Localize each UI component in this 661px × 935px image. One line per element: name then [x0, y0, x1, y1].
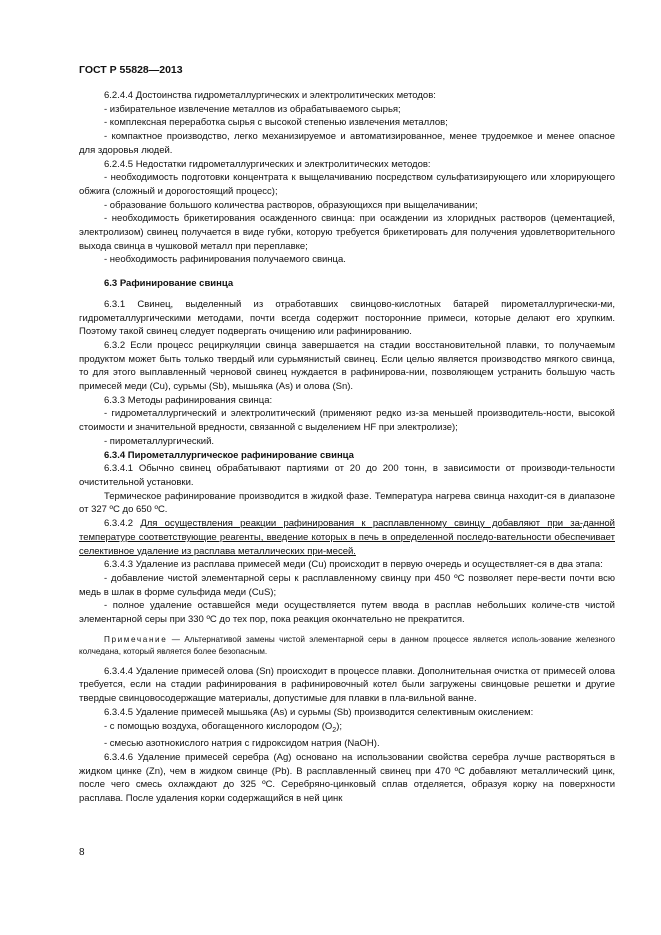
list-item: - компактное производство, легко механизируемое и автоматизированное, менее трудоемкое и менее опасное для здоровья людей. [79, 131, 615, 156]
paragraph-6-3-1: 6.3.1 Свинец, выделенный из отработавших свинцово-кислотных батарей пирометаллургически-ми, гидрометаллургическими методами, почти всегда содержит посторонние примеси, которые делают его хрупким. Поэтому такой свинец следует подвергать очищению или рафинированию. [79, 298, 615, 338]
list-item: - необходимость брикетирования осажденного свинца: при осаждении из хлоридных растворов (цементацией, электролизом) свинец получается в виде губки, которую требуется брикетировать для получения удовлетворительного выхода свинца в чушковой металл при переплавке; [79, 213, 615, 252]
note-label: Примечание [104, 634, 168, 644]
list-item: - пирометаллургический. [104, 435, 215, 447]
list-item-text: - с помощью воздуха, обогащенного кислородом (O [104, 720, 333, 732]
paragraph-6-3-4-1-cont: Термическое рафинирование производится в жидкой фазе. Температура нагрева свинца находит-ся в диапазоне от 327 ºС до 650 ºС. [79, 490, 615, 516]
list-item: - необходимость подготовки концентрата к выщелачиванию посредством сульфатизирующего или хлорирующего обжига (сложный и дорогостоящий процесс); [79, 172, 615, 197]
document-header: ГОСТ Р 55828—2013 [79, 64, 183, 76]
paragraph-number: 6.3.4.2 [104, 518, 134, 530]
paragraph-6-3-3: 6.3.3 Методы рафинирования свинца: [104, 394, 273, 406]
paragraph-6-3-4-3: 6.3.4.3 Удаление из расплава примесей меди (Cu) происходит в первую очередь и осуществляет-ся в два этапа: [104, 559, 603, 571]
section-6-2-4-4-title: 6.2.4.4 Достоинства гидрометаллургических и электролитических методов: [104, 90, 436, 101]
list-item: - образование большого количества растворов, образующихся при выщелачивании; [104, 199, 478, 211]
list-item: - смесью азотнокислого натрия с гидроксидом натрия (NaOH). [104, 738, 380, 750]
list-item: - необходимость рафинирования получаемого свинца. [104, 254, 346, 266]
list-item-text-end: ); [336, 720, 342, 732]
section-heading-6-3-4: 6.3.4 Пирометаллургическое рафинирование свинца [104, 449, 354, 461]
section-heading-6-3: 6.3 Рафинирование свинца [104, 278, 234, 290]
section-6-2-4-5-title: 6.2.4.5 Недостатки гидрометаллургических и электролитических методов: [104, 158, 431, 170]
note [79, 634, 615, 659]
paragraph-6-3-4-5: 6.3.4.5 Удаление примесей мышьяка (As) и сурьмы (Sb) производится селективным окислением: [104, 706, 534, 718]
subscript: 2 [332, 726, 337, 734]
list-item: - добавление чистой элементарной серы к расплавленному свинцу при 450 ºС позволяет пере-вести почти всю медь в шлак в форме сульфида меди (CuS); [79, 572, 615, 598]
paragraph-text: Для осуществления реакции рафинирования к расплавленному свинцу добавляют при за-данной температуре соответствующие реагенты, введение которых в печь в определенной последо-вательности обеспечивает селективное удаление из расплава металлических при-месей. [79, 518, 615, 557]
paragraph-6-3-2: 6.3.2 Если процесс рециркуляции свинца завершается на стадии восстановительной плавки, то получаемым продуктом может быть только твердый или сурьмянистый свинец. Если целью является производство мягкого свинца, то для этого выплавленный черновой свинец нуждается в рафинирова-нии, позволяющем устранить большую часть примесей меди (Cu), сурьмы (Sb), мышьяка (As) и олова (Sn). [79, 339, 615, 393]
paragraph-6-3-4-6: 6.3.4.6 Удаление примесей серебра (Ag) основано на использовании свойства серебра лучше растворяться в жидком цинке (Zn), чем в жидком свинце (Pb). В расплавленный свинец при 470 ºС добавляют металлический цинк, после чего смесь охлаждают до 325 ºС. Серебряно-цинковый сплав отделяется, образуя корку на поверхности расплава. После удаления корки содержащийся в ней цинк [79, 751, 615, 804]
document-body [79, 89, 615, 806]
list-item: - полное удаление оставшейся меди осуществляется путем ввода в расплав небольших количе-ств чистой элементарной серы при 330 ºС до тех пор, пока реакция окончательно не прекратится. [79, 600, 615, 626]
paragraph-6-3-4-4: 6.3.4.4 Удаление примесей олова (Sn) происходит в процессе плавки. Дополнительная очистка от примесей олова требуется, если на стадии рафинирования в рафинировочный котел были загружены свинцовые решетки и другие твердые свинцовосодержащие материалы, допустимые для плавки в пла-вильной ванне. [79, 665, 615, 705]
note-text: — Альтернативой замены чистой элементарной серы в данном процессе является исполь-зование железного колчедана, который является более безопасным. [79, 634, 615, 657]
page-number: 8 [79, 847, 85, 858]
paragraph-6-3-4-2 [79, 517, 615, 558]
list-item: - комплексная переработка сырья с высокой степенью извлечения металлов; [104, 117, 448, 129]
list-item [79, 720, 615, 738]
paragraph-6-3-4-1: 6.3.4.1 Обычно свинец обрабатывают партиями от 20 до 200 тонн, в зависимости от производи-тельности очистительной установки. [79, 463, 615, 488]
list-item: - гидрометаллургический и электролитический (применяют редко из-за меньшей производитель-ности, высокой стоимости и значительной вредности, связанной с выделением HF при электролизе); [79, 408, 615, 434]
list-item: - избирательное извлечение металлов из обрабатываемого сырья; [104, 103, 401, 115]
